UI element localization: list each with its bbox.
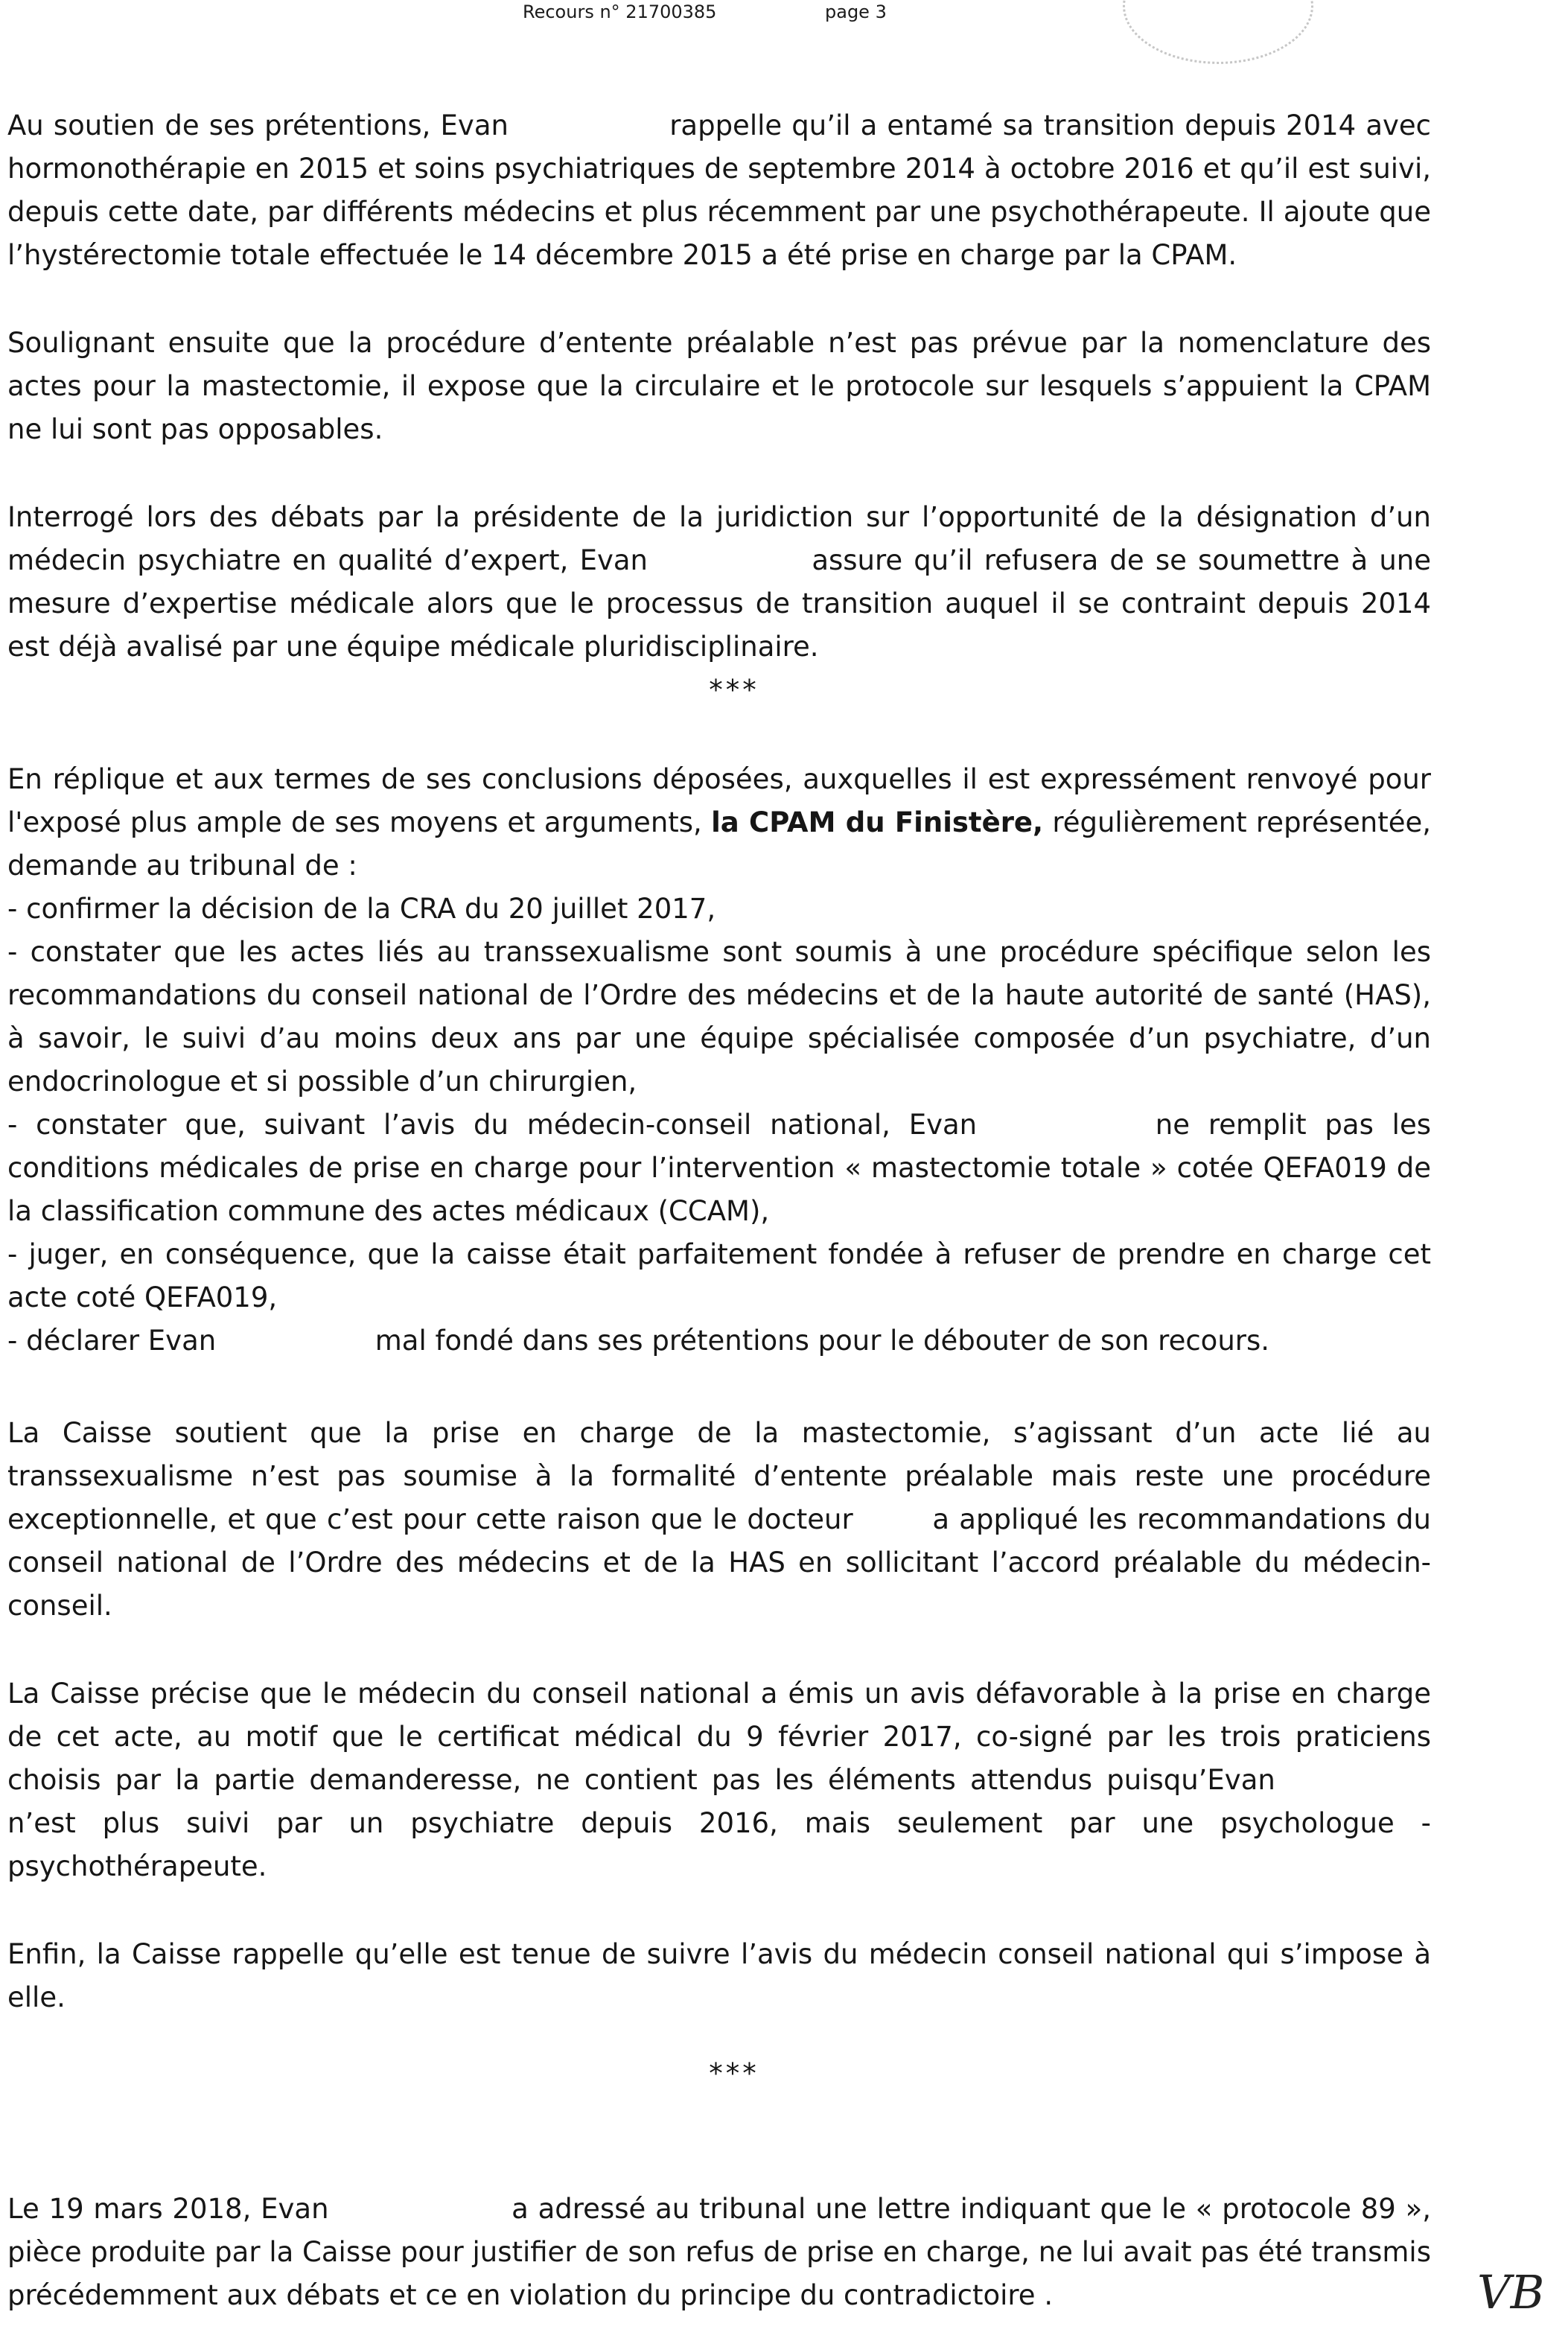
party-name: la CPAM du Finistère, (711, 806, 1044, 838)
list-item: - constater que, suivant l’avis du médecin-conseil national, Evan ne remplit pas les conditions médicales de prise en charge pour l’intervention « mastectomie totale » cotée QEFA019 de la classification commune des actes médicaux (CCAM), (7, 1109, 1432, 1227)
court-stamp (1123, 0, 1313, 64)
section-separator: *** (709, 2057, 759, 2089)
handwritten-initials: VB (1477, 2265, 1545, 2319)
paragraph-caisse-precise: La Caisse précise que le médecin du conseil national a émis un avis défavorable à la prise en charge de cet acte, au motif que le certificat médical du 9 février 2017, co-signé par les trois praticiens choisis par la partie demanderesse, ne contient pas les éléments attendus puisqu’Evan n’est plus suivi par un psychiatre depuis 2016, mais seulement par une psychologue -psychothérapeute. (7, 1678, 1431, 1882)
paragraph-protocole-89: Le 19 mars 2018, Evan a adressé au tribunal une lettre indiquant que le « protocole 89 », pièce produite par la Caisse pour justifier de son refus de prise en charge, ne lui avait pas été transmis précédemment aux débats et ce en violation du principe du contradictoire . (7, 2193, 1432, 2311)
recours-number: Recours n° 21700385 (523, 1, 717, 22)
paragraph-entente-prealable: Soulignant ensuite que la procédure d’entente préalable n’est pas prévue par la nomenclature des actes pour la mastectomie, il expose que la circulaire et le protocole sur lesquels s’appuient la CPAM ne lui sont pas opposables. (7, 327, 1431, 445)
paragraph-caisse-soutient: La Caisse soutient que la prise en charge de la mastectomie, s’agissant d’un acte lié au transsexualisme n’est pas soumise à la formalité d’entente préalable mais reste une procédure exceptionnelle, et que c’est pour cette raison que le docteur a appliqué les recommandations du conseil national de l’Ordre des médecins et de la HAS en sollicitant l’accord préalable du médecin-conseil. (7, 1417, 1431, 1622)
document-body (7, 104, 1431, 2317)
requests-list (7, 888, 1431, 1363)
list-item: - juger, en conséquence, que la caisse était parfaitement fondée à refuser de prendre en charge cet acte coté QEFA019, (7, 1238, 1431, 1313)
paragraph-expertise: Interrogé lors des débats par la présidente de la juridiction sur l’opportunité de la désignation d’un médecin psychiatre en qualité d’expert, Evan assure qu’il refusera de se soumettre à une mesure d’expertise médicale alors que le processus de transition auquel il se contraint depuis 2014 est déjà avalisé par une équipe médicale pluridisciplinaire. (7, 501, 1431, 663)
list-item: - constater que les actes liés au transsexualisme sont soumis à une procédure spécifique selon les recommandations du conseil national de l’Ordre des médecins et de la haute autorité de santé (HAS), à savoir, le suivi d’au moins deux ans par une équipe spécialisée composée d’un psychiatre, d’un endocrinologue et si possible d’un chirurgien, (7, 936, 1431, 1098)
paragraph-claimant-arguments: Au soutien de ses prétentions, Evan rappelle qu’il a entamé sa transition depuis 2014 avec hormonothérapie en 2015 et soins psychiatriques de septembre 2014 à octobre 2016 et qu’il est suivi, depuis cette date, par différents médecins et plus récemment par une psychothérapeute. Il ajoute que l’hystérectomie totale effectuée le 14 décembre 2015 a été prise en charge par la CPAM. (7, 109, 1431, 271)
page-header (0, 0, 1568, 25)
section-separator: *** (709, 674, 759, 706)
paragraph-cpam-reply: En réplique et aux termes de ses conclusions déposées, auxquelles il est expressément renvoyé pour l'exposé plus ample de ses moyens et arguments, la CPAM du Finistère, régulièrement représentée, demande au tribunal de : (7, 763, 1432, 882)
page-number: page 3 (825, 1, 887, 22)
list-item: - confirmer la décision de la CRA du 20 juillet 2017, (7, 893, 716, 925)
list-item: - déclarer Evan mal fondé dans ses prétentions pour le débouter de son recours. (7, 1325, 1270, 1357)
paragraph-caisse-rappelle: Enfin, la Caisse rappelle qu’elle est tenue de suivre l’avis du médecin conseil national qui s’impose à elle. (7, 1938, 1431, 2013)
